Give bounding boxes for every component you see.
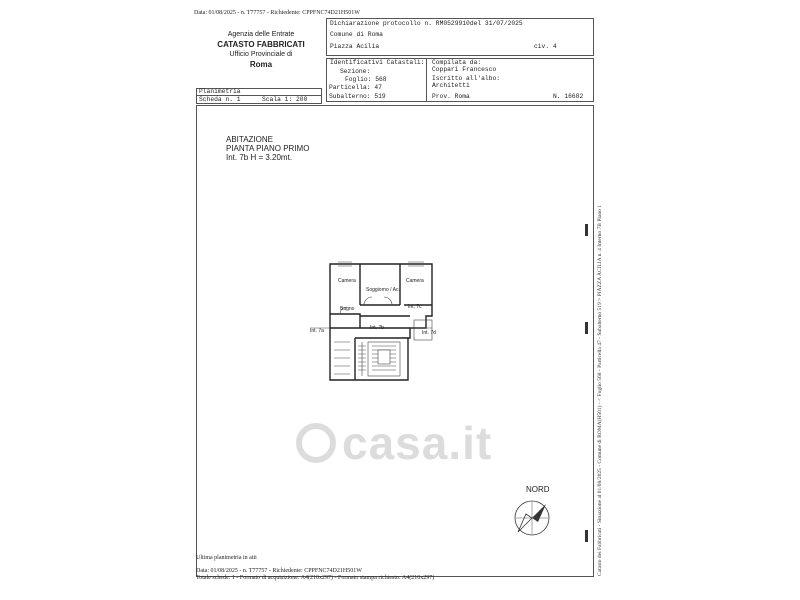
address-text: Piazza Acilia [330, 43, 380, 50]
title-line-1: ABITAZIONE [226, 135, 273, 144]
protocol-text: Dichiarazione protocollo n. RM0529910del 31/07/2025 [330, 20, 523, 27]
subalterno-text: Subalterno: 519 [329, 93, 386, 100]
side-situation-text: Catasto dei Fabbricati - Situazione al 01/08/2025 - Comune di ROMA(H501) - < Foglio 568 - Particella 47 - Subalterno 519 > PIAZZA ACILIA n. 4 Interno 7B Piano 1 [597, 205, 603, 576]
watermark-text: casa.it [342, 417, 493, 469]
house-icon [296, 423, 336, 463]
footer-line-2: Totale schede: 1 - Formato di acquisizione: A4(210x297) - Formato stampa richiesto: A4(210x297) [196, 575, 435, 581]
room-soggiorno: Soggiorno / Ac. [366, 287, 400, 293]
north-label: NORD [526, 485, 550, 494]
edge-mark [585, 224, 588, 236]
city-name: Roma [249, 60, 273, 69]
sezione-text: Sezione: [340, 68, 371, 75]
civ-text: civ. 4 [534, 43, 557, 50]
ident-title: Identificativi Catastali: [330, 59, 425, 66]
room-int7d: Int. 7d [422, 330, 436, 336]
north-arrow-icon [512, 498, 552, 538]
planimetria-label: Planimetria [199, 88, 241, 95]
foglio-text: Foglio: 568 [345, 76, 387, 83]
request-line: Data: 01/08/2025 - n. T77757 - Richiedente: CPPFNC74D21H501W [194, 10, 360, 16]
particella-text: Particella: 47 [329, 84, 382, 91]
prov-text: Prov. Roma [432, 93, 470, 100]
room-int7a: Int. 7a [310, 328, 324, 334]
floor-plan [300, 250, 450, 390]
catasto-title: CATASTO FABBRICATI [217, 40, 305, 49]
room-int7c: Int. 7c [408, 304, 422, 310]
watermark [296, 418, 492, 468]
agency-name: Agenzia delle Entrate [227, 31, 295, 38]
ultima-planimetria: Ultima planimetria in atti [196, 555, 257, 561]
title-block [226, 135, 309, 162]
iscritto-text: Iscritto all'albo: [432, 75, 501, 82]
scala-label: Scala 1: 200 [262, 96, 308, 103]
edge-mark [585, 322, 588, 334]
agency-block [196, 30, 326, 70]
title-line-2: PIANTA PIANO PRIMO [226, 144, 310, 153]
comune-text: Comune di Roma [330, 31, 383, 38]
edge-mark [585, 530, 588, 542]
ident-divider [426, 58, 427, 102]
scheda-label: Scheda n. 1 [199, 96, 241, 103]
numero-text: N. 16682 [553, 93, 584, 100]
compilatore-text: Coppari Francesco [432, 66, 497, 73]
ufficio-label: Ufficio Provinciale di [229, 51, 293, 58]
title-line-3: Int. 7b H = 3.20mt. [226, 153, 293, 162]
albo-text: Architetti [432, 82, 470, 89]
footer-line-1: Data: 01/08/2025 - n. T77757 - Richiedente: CPPFNC74D21H501W [196, 568, 362, 574]
room-bagno: Bagno [340, 306, 355, 312]
room-camera-right: Camera [406, 278, 424, 284]
compilata-text: Compilata da: [432, 59, 482, 66]
room-camera-left: Camera [338, 278, 356, 284]
room-int7b: Int. 7b [370, 325, 384, 331]
